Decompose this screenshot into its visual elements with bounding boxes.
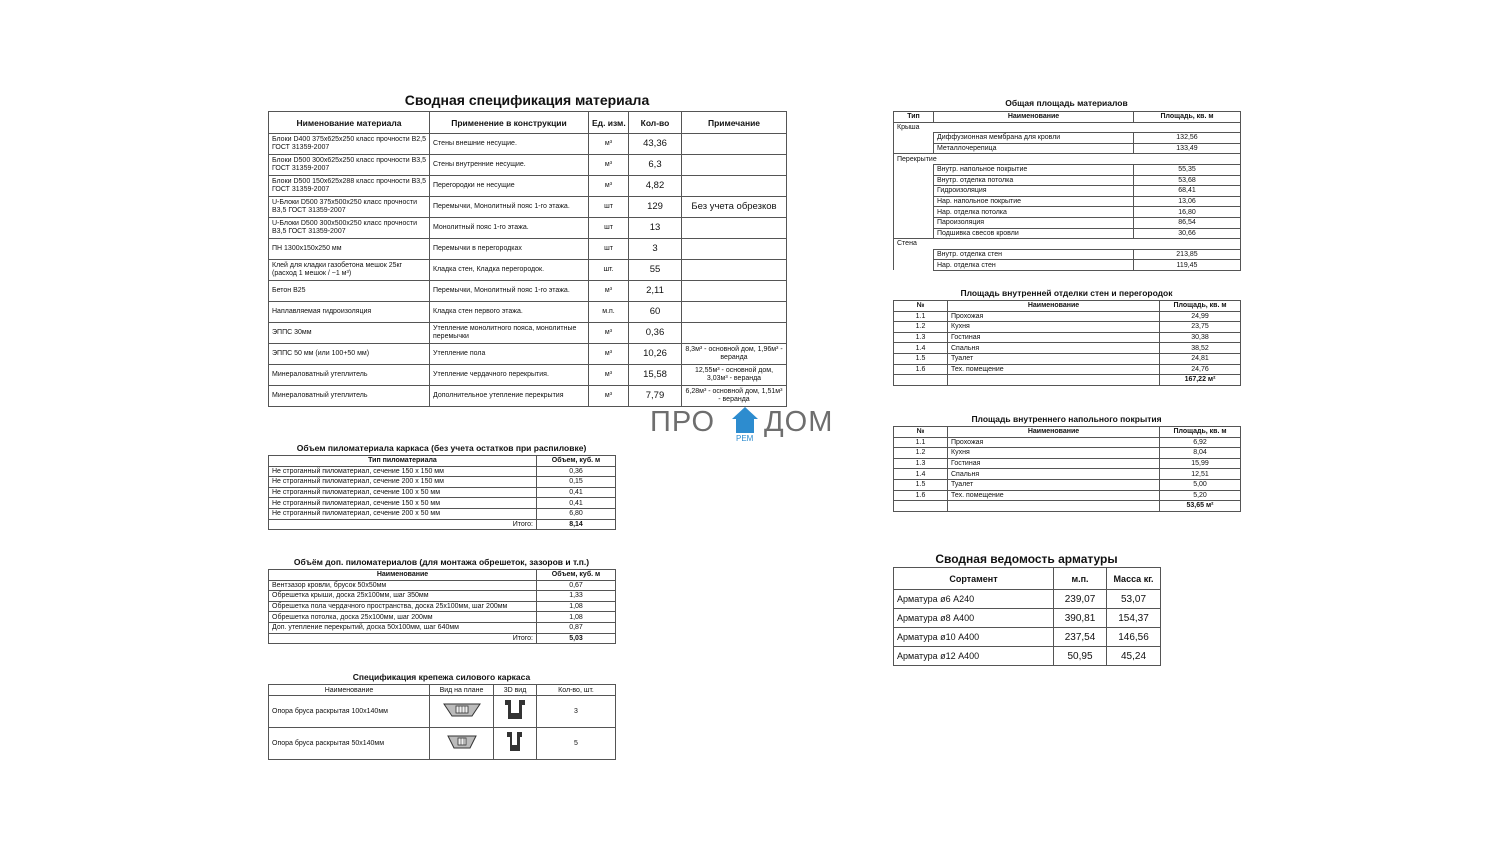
rebar-name: Арматура ø12 А400	[894, 647, 1054, 666]
room-area: 12,51	[1160, 469, 1241, 480]
table-row	[269, 508, 616, 519]
material-note	[682, 155, 787, 176]
room-area: 24,76	[1160, 364, 1241, 375]
item-name: Обрешетка потолка, доска 25х100мм, шаг 200мм	[269, 612, 537, 623]
table-row	[894, 311, 1241, 322]
empty-cell	[894, 501, 948, 512]
item-name: Обрешетка крыши, доска 25х100мм, шаг 350мм	[269, 591, 537, 602]
material-name: ЭППС 30мм	[269, 323, 430, 344]
room-number: 1.1	[894, 311, 948, 322]
room-name: Туалет	[948, 479, 1160, 490]
rebar-length: 239,07	[1054, 590, 1107, 609]
item-volume: 0,15	[537, 477, 616, 488]
material-usage: Утепление пола	[430, 344, 589, 365]
room-area: 24,99	[1160, 311, 1241, 322]
logo-sub-text: РЕМ	[736, 434, 754, 443]
empty-cell	[894, 133, 934, 144]
rebar-table	[893, 567, 1161, 666]
rebar-length: 390,81	[1054, 609, 1107, 628]
table-row	[269, 612, 616, 623]
room-area: 38,52	[1160, 343, 1241, 354]
material-qty: 10,26	[629, 344, 682, 365]
material-area: 133,49	[1134, 143, 1241, 154]
item-name: Вентзазор кровли, брусок 50х50мм	[269, 580, 537, 591]
item-name: Не строганный пиломатериал, сечение 150 х 50 мм	[269, 498, 537, 509]
material-name: Внутр. отделка стен	[934, 249, 1134, 260]
material-name: Блоки D400 375х625х250 класс прочности В2,5 ГОСТ 31359-2007	[269, 134, 430, 155]
room-name: Кухня	[948, 448, 1160, 459]
material-qty: 15,58	[629, 365, 682, 386]
fastener-name: Опора бруса раскрытая 50х140мм	[269, 728, 430, 760]
logo	[650, 404, 850, 444]
rebar-name: Арматура ø8 А400	[894, 609, 1054, 628]
table-row	[894, 647, 1161, 666]
table-row	[269, 466, 616, 477]
material-qty: 60	[629, 302, 682, 323]
material-name: U-Блоки D500 375х500х250 класс прочности В3,5 ГОСТ 31359-2007	[269, 197, 430, 218]
material-unit: м³	[589, 365, 629, 386]
material-unit: м³	[589, 155, 629, 176]
item-name: Не строганный пиломатериал, сечение 150 х 150 мм	[269, 466, 537, 477]
material-usage: Монолитный пояс 1-го этажа.	[430, 218, 589, 239]
plan-view-icon	[430, 696, 494, 728]
material-note	[682, 281, 787, 302]
material-note: 6,28м³ - основной дом, 1,51м³ - веранда	[682, 386, 787, 407]
group-type: Перекрытие	[894, 154, 1241, 165]
material-usage: Перемычки в перегородках	[430, 239, 589, 260]
total-label: Итого:	[269, 633, 537, 644]
material-usage: Перегородки не несущие	[430, 176, 589, 197]
rebar-mass: 53,07	[1107, 590, 1161, 609]
empty-cell	[894, 260, 934, 271]
material-note	[682, 260, 787, 281]
material-area: 16,80	[1134, 207, 1241, 218]
material-note	[682, 218, 787, 239]
table-row	[269, 176, 787, 197]
room-area: 23,75	[1160, 322, 1241, 333]
total-row	[894, 375, 1241, 386]
room-name: Гостиная	[948, 458, 1160, 469]
lumber-title: Объем пиломатериала каркаса (без учета остатков при распиловке)	[296, 443, 587, 453]
total-row	[269, 519, 616, 530]
item-volume: 1,08	[537, 612, 616, 623]
rebar-mass: 146,56	[1107, 628, 1161, 647]
material-area: 68,41	[1134, 186, 1241, 197]
material-qty: 6,3	[629, 155, 682, 176]
room-area: 30,38	[1160, 332, 1241, 343]
room-name: Тех. помещение	[948, 490, 1160, 501]
rebar-name: Арматура ø10 А400	[894, 628, 1054, 647]
room-name: Спальня	[948, 343, 1160, 354]
walls-header-row	[894, 301, 1241, 312]
lumber-header-row	[269, 456, 616, 467]
rebar-length: 237,54	[1054, 628, 1107, 647]
material-name: Бетон В25	[269, 281, 430, 302]
column-header: Тип пиломатериала	[269, 456, 537, 467]
material-name: Металлочерепица	[934, 143, 1134, 154]
material-name: U-Блоки D500 300х500х250 класс прочности В3,5 ГОСТ 31359-2007	[269, 218, 430, 239]
item-name: Не строганный пиломатериал, сечение 200 х 50 мм	[269, 508, 537, 519]
material-usage: Утепление чердачного перекрытия.	[430, 365, 589, 386]
material-qty: 43,36	[629, 134, 682, 155]
material-unit: шт	[589, 218, 629, 239]
empty-cell	[894, 207, 934, 218]
total-value: 8,14	[537, 519, 616, 530]
material-name: Блоки D500 150х625х288 класс прочности В3,5 ГОСТ 31359-2007	[269, 176, 430, 197]
column-header: №	[894, 301, 948, 312]
material-unit: м³	[589, 344, 629, 365]
empty-cell	[894, 164, 934, 175]
column-header: Масса кг.	[1107, 568, 1161, 590]
material-name: Внутр. напольное покрытие	[934, 164, 1134, 175]
table-row	[894, 343, 1241, 354]
spec-table	[268, 111, 787, 407]
rebar-title: Сводная ведомость арматуры	[935, 552, 1118, 566]
material-unit: м³	[589, 386, 629, 407]
table-row	[894, 322, 1241, 333]
column-header: Кол-во	[629, 112, 682, 134]
fastener-qty: 3	[537, 696, 616, 728]
group-row	[894, 122, 1241, 133]
table-row	[894, 196, 1241, 207]
material-note: 8,3м³ - основной дом, 1,96м³ - веранда	[682, 344, 787, 365]
table-row	[269, 302, 787, 323]
column-header: Применение в конструкции	[430, 112, 589, 134]
room-area: 8,04	[1160, 448, 1241, 459]
column-header: Кол-во, шт.	[537, 685, 616, 696]
table-row	[269, 487, 616, 498]
area-table	[893, 111, 1241, 271]
room-number: 1.6	[894, 490, 948, 501]
floor-title: Площадь внутреннего напольного покрытия	[971, 414, 1162, 424]
empty-cell	[894, 196, 934, 207]
room-area: 15,99	[1160, 458, 1241, 469]
table-row	[269, 622, 616, 633]
group-row	[894, 239, 1241, 250]
room-area: 5,00	[1160, 479, 1241, 490]
fasteners-header-row	[269, 685, 616, 696]
table-row	[894, 364, 1241, 375]
rebar-name: Арматура ø6 А240	[894, 590, 1054, 609]
material-name: ЭППС 50 мм (или 100+50 мм)	[269, 344, 430, 365]
group-type: Крыша	[894, 122, 1241, 133]
material-area: 13,06	[1134, 196, 1241, 207]
room-name: Кухня	[948, 322, 1160, 333]
spec-header-row	[269, 112, 787, 134]
material-name: Наплавляемая гидроизоляция	[269, 302, 430, 323]
material-name: Минераловатный утеплитель	[269, 365, 430, 386]
material-note: Без учета обрезков	[682, 197, 787, 218]
item-volume: 0,67	[537, 580, 616, 591]
room-name: Спальня	[948, 469, 1160, 480]
room-number: 1.5	[894, 353, 948, 364]
walls-title: Площадь внутренней отделки стен и перегородок	[960, 288, 1173, 298]
item-name: Не строганный пиломатериал, сечение 100 х 50 мм	[269, 487, 537, 498]
material-note: 12,55м³ - основной дом, 3,03м³ - веранда	[682, 365, 787, 386]
material-qty: 55	[629, 260, 682, 281]
item-volume: 0,41	[537, 487, 616, 498]
table-row	[894, 143, 1241, 154]
material-name: ПН 1300х150х250 мм	[269, 239, 430, 260]
column-header: Наименование	[948, 427, 1160, 438]
table-row	[894, 175, 1241, 186]
material-area: 55,35	[1134, 164, 1241, 175]
table-row	[269, 365, 787, 386]
table-row	[269, 239, 787, 260]
empty-cell	[894, 375, 948, 386]
table-row	[894, 448, 1241, 459]
table-row	[894, 458, 1241, 469]
material-usage: Перемычки, Монолитный пояс 1-го этажа.	[430, 197, 589, 218]
material-area: 30,66	[1134, 228, 1241, 239]
empty-cell	[894, 228, 934, 239]
table-row	[894, 479, 1241, 490]
column-header: м.п.	[1054, 568, 1107, 590]
table-row	[269, 498, 616, 509]
room-area: 5,20	[1160, 490, 1241, 501]
item-name: Обрешетка пола чердачного пространства, доска 25х100мм, шаг 200мм	[269, 601, 537, 612]
rebar-mass: 45,24	[1107, 647, 1161, 666]
material-unit: м.п.	[589, 302, 629, 323]
logo-left-text: ПРО	[650, 406, 716, 438]
room-name: Тех. помещение	[948, 364, 1160, 375]
room-name: Туалет	[948, 353, 1160, 364]
material-usage: Кладка стен первого этажа.	[430, 302, 589, 323]
fasteners-title: Спецификация крепежа силового каркаса	[352, 672, 531, 682]
material-qty: 7,79	[629, 386, 682, 407]
table-row	[269, 344, 787, 365]
room-area: 24,81	[1160, 353, 1241, 364]
column-header: Вид на плане	[430, 685, 494, 696]
item-volume: 0,41	[537, 498, 616, 509]
table-row	[269, 260, 787, 281]
material-unit: м³	[589, 176, 629, 197]
total-value: 5,03	[537, 633, 616, 644]
item-name: Доп. утепление перекрытий, доска 50х100мм, шаг 640мм	[269, 622, 537, 633]
material-note	[682, 134, 787, 155]
column-header: Сортамент	[894, 568, 1054, 590]
table-row	[894, 609, 1161, 628]
spec-title: Сводная спецификация материала	[404, 92, 650, 108]
item-volume: 1,33	[537, 591, 616, 602]
room-name: Прохожая	[948, 437, 1160, 448]
empty-cell	[948, 375, 1160, 386]
column-header: Наименование	[934, 112, 1134, 123]
room-number: 1.4	[894, 469, 948, 480]
table-row	[894, 217, 1241, 228]
table-row	[894, 249, 1241, 260]
material-qty: 129	[629, 197, 682, 218]
material-qty: 0,36	[629, 323, 682, 344]
material-name: Диффузионная мембрана для кровли	[934, 133, 1134, 144]
room-number: 1.3	[894, 458, 948, 469]
empty-cell	[894, 143, 934, 154]
empty-cell	[948, 501, 1160, 512]
material-usage: Перемычки, Монолитный пояс 1-го этажа.	[430, 281, 589, 302]
material-name: Нар. напольное покрытие	[934, 196, 1134, 207]
table-row	[269, 281, 787, 302]
item-volume: 1,08	[537, 601, 616, 612]
group-row	[894, 154, 1241, 165]
table-row	[269, 218, 787, 239]
column-header: Ед. изм.	[589, 112, 629, 134]
table-row	[269, 477, 616, 488]
material-area: 132,56	[1134, 133, 1241, 144]
material-qty: 4,82	[629, 176, 682, 197]
item-name: Не строганный пиломатериал, сечение 200 х 150 мм	[269, 477, 537, 488]
column-header: Площадь, кв. м	[1160, 427, 1241, 438]
rebar-length: 50,95	[1054, 647, 1107, 666]
material-name: Гидроизоляция	[934, 186, 1134, 197]
floor-table	[893, 426, 1241, 512]
area-header-row	[894, 112, 1241, 123]
group-type: Стена	[894, 239, 1241, 250]
empty-cell	[894, 175, 934, 186]
empty-cell	[894, 217, 934, 228]
material-usage: Стены внутренние несущие.	[430, 155, 589, 176]
room-number: 1.6	[894, 364, 948, 375]
column-header: Объем, куб. м	[537, 456, 616, 467]
table-row	[894, 332, 1241, 343]
table-row	[269, 323, 787, 344]
table-row	[894, 164, 1241, 175]
material-name: Пароизоляция	[934, 217, 1134, 228]
room-number: 1.5	[894, 479, 948, 490]
room-number: 1.4	[894, 343, 948, 354]
plan-view-icon	[430, 728, 494, 760]
rebar-header-row	[894, 568, 1161, 590]
table-row	[894, 590, 1161, 609]
material-usage: Стены внешние несущие.	[430, 134, 589, 155]
table-row	[894, 207, 1241, 218]
house-icon	[730, 405, 760, 435]
material-area: 86,54	[1134, 217, 1241, 228]
material-name: Клей для кладки газобетона мешок 25кг (расход 1 мешок / ~1 м³)	[269, 260, 430, 281]
room-number: 1.3	[894, 332, 948, 343]
material-unit: шт.	[589, 260, 629, 281]
table-row	[894, 133, 1241, 144]
fasteners-table	[268, 684, 616, 760]
floor-header-row	[894, 427, 1241, 438]
column-header: Тип	[894, 112, 934, 123]
total-label: Итого:	[269, 519, 537, 530]
material-area: 213,85	[1134, 249, 1241, 260]
material-qty: 2,11	[629, 281, 682, 302]
material-note	[682, 239, 787, 260]
column-header: Площадь, кв. м	[1160, 301, 1241, 312]
material-usage: Кладка стен, Кладка перегородок.	[430, 260, 589, 281]
fastener-name: Опора бруса раскрытая 100х140мм	[269, 696, 430, 728]
total-value: 167,22 м²	[1160, 375, 1241, 386]
table-row	[894, 469, 1241, 480]
material-qty: 13	[629, 218, 682, 239]
fastener-qty: 5	[537, 728, 616, 760]
table-row	[269, 696, 616, 728]
table-row	[894, 353, 1241, 364]
lumber-table	[268, 455, 616, 530]
material-name: Внутр. отделка потолка	[934, 175, 1134, 186]
table-row	[894, 260, 1241, 271]
column-header: Нименование материала	[269, 112, 430, 134]
item-volume: 0,36	[537, 466, 616, 477]
additional-table	[268, 569, 616, 644]
walls-table	[893, 300, 1241, 386]
room-name: Прохожая	[948, 311, 1160, 322]
area-title: Общая площадь материалов	[1005, 98, 1128, 108]
3d-view-icon	[494, 696, 537, 728]
material-name: Блоки D500 300х625х250 класс прочности В3,5 ГОСТ 31359-2007	[269, 155, 430, 176]
total-row	[269, 633, 616, 644]
table-row	[269, 134, 787, 155]
room-number: 1.2	[894, 448, 948, 459]
material-name: Минераловатный утеплитель	[269, 386, 430, 407]
material-usage: Дополнительное утепление перекрытия	[430, 386, 589, 407]
column-header: Примечание	[682, 112, 787, 134]
table-row	[894, 437, 1241, 448]
column-header: №	[894, 427, 948, 438]
material-name: Нар. отделка стен	[934, 260, 1134, 271]
table-row	[269, 601, 616, 612]
table-row	[894, 186, 1241, 197]
material-note	[682, 302, 787, 323]
total-value: 53,65 м²	[1160, 501, 1241, 512]
rebar-mass: 154,37	[1107, 609, 1161, 628]
additional-title: Объём доп. пиломатериалов (для монтажа обрешеток, зазоров и т.п.)	[293, 557, 590, 567]
material-unit: м³	[589, 281, 629, 302]
material-usage: Утепление монолитного пояса, монолитные перемычки	[430, 323, 589, 344]
column-header: 3D вид	[494, 685, 537, 696]
3d-view-icon	[494, 728, 537, 760]
total-row	[894, 501, 1241, 512]
material-name: Нар. отделка потолка	[934, 207, 1134, 218]
column-header: Наименование	[269, 570, 537, 581]
table-row	[269, 580, 616, 591]
material-unit: м³	[589, 134, 629, 155]
table-row	[269, 197, 787, 218]
material-note	[682, 323, 787, 344]
column-header: Объем, куб. м	[537, 570, 616, 581]
material-unit: шт	[589, 239, 629, 260]
material-unit: м³	[589, 323, 629, 344]
table-row	[894, 490, 1241, 501]
table-row	[269, 728, 616, 760]
room-number: 1.1	[894, 437, 948, 448]
material-unit: шт	[589, 197, 629, 218]
column-header: Площадь, кв. м	[1134, 112, 1241, 123]
empty-cell	[894, 249, 934, 260]
logo-right-text: ДОМ	[764, 406, 834, 438]
room-number: 1.2	[894, 322, 948, 333]
column-header: Наименование	[948, 301, 1160, 312]
additional-header-row	[269, 570, 616, 581]
room-area: 6,92	[1160, 437, 1241, 448]
table-row	[269, 591, 616, 602]
room-name: Гостиная	[948, 332, 1160, 343]
column-header: Наименование	[269, 685, 430, 696]
table-row	[894, 228, 1241, 239]
material-qty: 3	[629, 239, 682, 260]
item-volume: 6,80	[537, 508, 616, 519]
empty-cell	[894, 186, 934, 197]
material-note	[682, 176, 787, 197]
material-area: 53,68	[1134, 175, 1241, 186]
material-name: Подшивка свесов кровли	[934, 228, 1134, 239]
material-area: 119,45	[1134, 260, 1241, 271]
table-row	[894, 628, 1161, 647]
table-row	[269, 155, 787, 176]
item-volume: 0,87	[537, 622, 616, 633]
